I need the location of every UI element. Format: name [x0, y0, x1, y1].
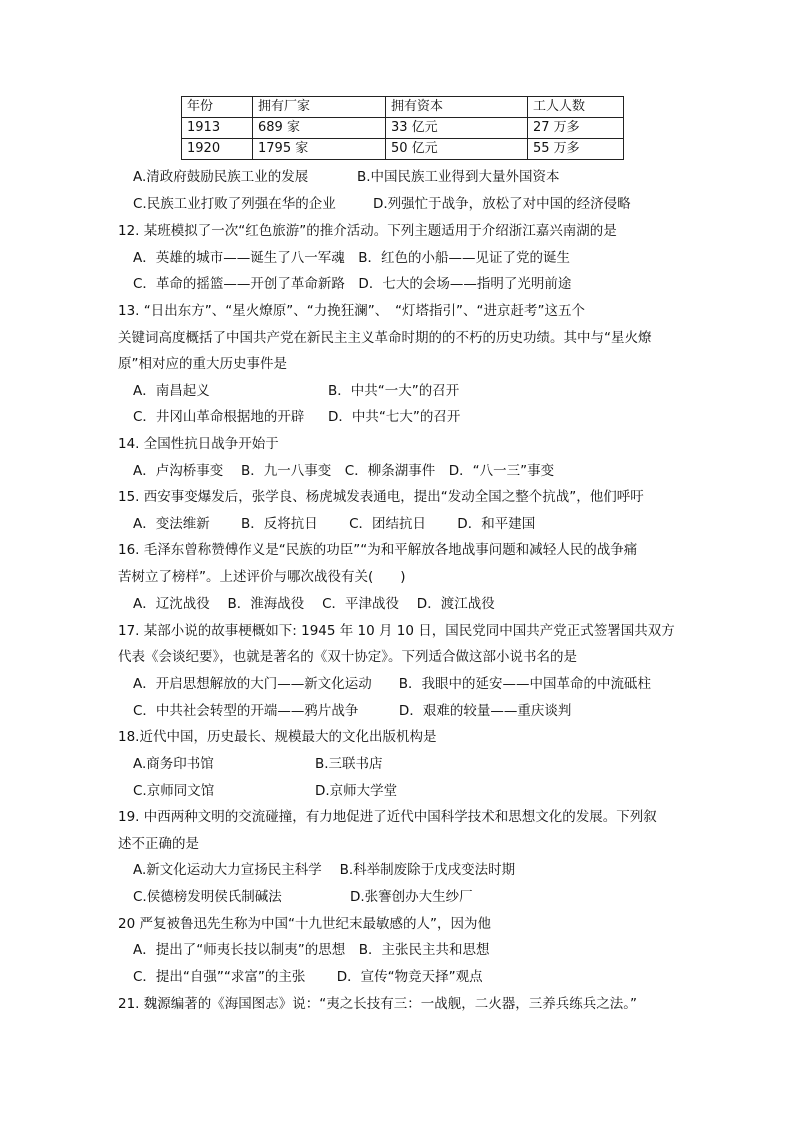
q12-options-ab: A．英雄的城市——诞生了八一军魂 B．红色的小船——见证了党的诞生 [133, 250, 570, 266]
q11-option-b: B.中国民族工业得到大量外国资本 [357, 169, 560, 185]
q11-option-c: C.民族工业打败了列强在华的企业 [133, 196, 336, 212]
q18-option-d: D.京师大学堂 [315, 783, 398, 799]
q20-options-cd: C．提出“自强”“求富”的主张 D．宣传“物竞天择”观点 [133, 969, 483, 985]
industry-stats-table [181, 96, 624, 160]
q14-options: A．卢沟桥事变 B．九一八事变 C．柳条湖事件 D．“八一三”事变 [133, 463, 555, 479]
q15-options: A．变法维新 B．反将抗日 C．团结抗日 D．和平建国 [133, 516, 536, 532]
q19-option-c: C.侯德榜发明侯氏制碱法 [133, 889, 282, 905]
q14-stem: 14. 全国性抗日战争开始于 [118, 436, 279, 452]
table-cell: 689 家 [253, 118, 386, 139]
q20-stem: 20 严复被鲁迅先生称为中国“十九世纪末最敏感的人”，因为他 [118, 916, 491, 932]
q16-stem-line2: 苦树立了榜样”。上述评价与哪次战役有关( ) [118, 569, 406, 585]
table-header-cell: 拥有厂家 [253, 97, 386, 118]
q13-option-c: C．井冈山革命根据地的开辟 [133, 409, 305, 425]
table-header-cell: 年份 [182, 97, 253, 118]
q21-stem: 21. 魏源编著的《海国图志》说：“夷之长技有三：一战舰，二火器，三养兵练兵之法。” [118, 996, 637, 1012]
q17-stem-line2: 代表《会谈纪要》，也就是著名的《双十协定》。下列适合做这部小说书名的是 [118, 649, 577, 665]
q16-options: A．辽沈战役 B．淮海战役 C．平津战役 D．渡江战役 [133, 596, 495, 612]
q12-options-cd: C．革命的摇篮——开创了革命新路 D．七大的会场——指明了光明前途 [133, 276, 572, 292]
q18-stem: 18.近代中国，历史最长、规模最大的文化出版机构是 [118, 729, 437, 745]
q19-stem-line2: 述不正确的是 [118, 836, 199, 852]
q19-stem-line1: 19. 中西两种文明的交流碰撞，有力地促进了近代中国科学技术和思想文化的发展。下列叙 [118, 809, 657, 825]
q13-option-d: D．中共“七大”的召开 [328, 409, 461, 425]
table-row [182, 139, 624, 160]
table-cell: 33 亿元 [386, 118, 528, 139]
q17-options-cd: C．中共社会转型的开端——鸦片战争 D．艰难的较量——重庆谈判 [133, 703, 572, 719]
table-cell: 55 万多 [528, 139, 624, 160]
table-row [182, 118, 624, 139]
q13-stem-line1: 13. “日出东方”、“星火燎原”、“力挽狂澜”、 “灯塔指引”、“进京赶考”这五个 [118, 303, 585, 319]
q19-options-ab: A.新文化运动大力宣扬民主科学 B.科举制废除于戊戌变法时期 [133, 862, 516, 878]
table-header-row [182, 97, 624, 118]
table-header-cell: 拥有资本 [386, 97, 528, 118]
table-cell: 27 万多 [528, 118, 624, 139]
q18-option-c: C.京师同文馆 [133, 783, 215, 799]
q13-option-b: B．中共“一大”的召开 [328, 383, 460, 399]
q18-option-b: B.三联书店 [315, 756, 383, 772]
table-cell: 50 亿元 [386, 139, 528, 160]
q13-option-a: A．南昌起义 [133, 383, 210, 399]
q16-stem-line1: 16. 毛泽东曾称赞傅作义是“民族的功臣”“为和平解放各地战事问题和减轻人民的战争痛 [118, 542, 638, 558]
table-cell: 1913 [182, 118, 253, 139]
q13-stem-line2: 关键词高度概括了中国共产党在新民主主义革命时期的的不朽的历史功绩。其中与“星火燎 [118, 330, 652, 346]
q11-option-d: D.列强忙于战争，放松了对中国的经济侵略 [373, 196, 631, 212]
table-header-cell: 工人人数 [528, 97, 624, 118]
q12-stem: 12. 某班模拟了一次“红色旅游”的推介活动。下列主题适用于介绍浙江嘉兴南湖的是 [118, 223, 617, 239]
q19-option-d: D.张謇创办大生纱厂 [350, 889, 473, 905]
q17-options-ab: A．开启思想解放的大门——新文化运动 B．我眼中的延安——中国革命的中流砥柱 [133, 676, 651, 692]
table-cell: 1920 [182, 139, 253, 160]
q18-option-a: A.商务印书馆 [133, 756, 214, 772]
table-cell: 1795 家 [253, 139, 386, 160]
q15-stem: 15. 西安事变爆发后，张学良、杨虎城发表通电，提出“发动全国之整个抗战”，他们呼吁 [118, 489, 644, 505]
q17-stem-line1: 17. 某部小说的故事梗概如下: 1945 年 10 月 10 日，国民党同中国共产党正式签署国共双方 [118, 623, 675, 639]
q11-option-a: A.清政府鼓励民族工业的发展 [133, 169, 309, 185]
q13-stem-line3: 原”相对应的重大历史事件是 [118, 356, 287, 372]
q20-options-ab: A．提出了“师夷长技以制夷”的思想 B．主张民主共和思想 [133, 942, 490, 958]
